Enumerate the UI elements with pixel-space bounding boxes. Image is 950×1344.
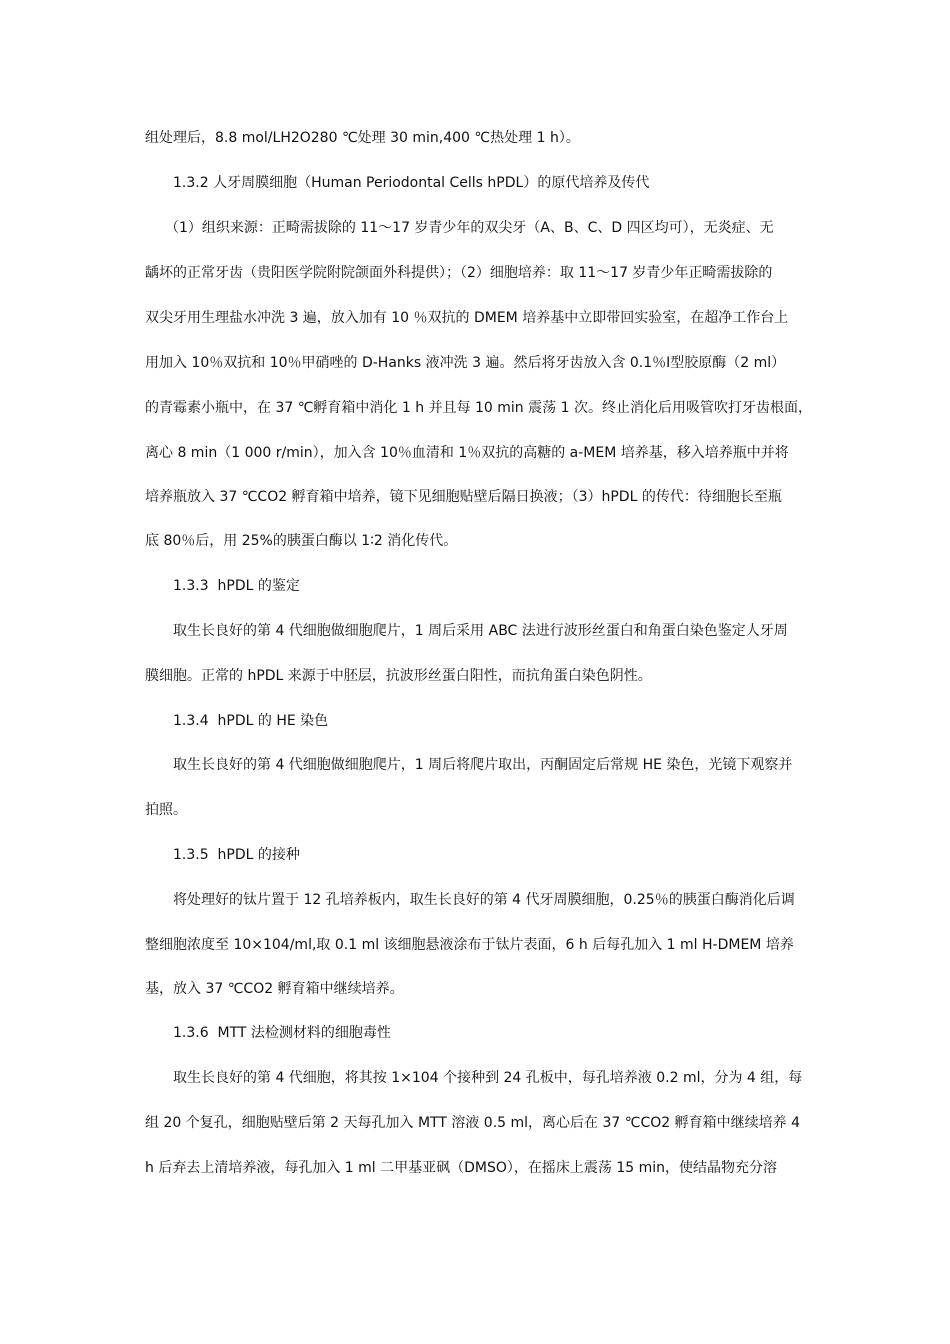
- text-line: 取生长良好的第 4 代细胞做细胞爬片，1 周后将爬片取出，丙酮固定后常规 HE 染色，光镜下观察并: [173, 757, 793, 773]
- text-line: 将处理好的钛片置于 12 孔培养板内，取生长良好的第 4 代牙周膜细胞，0.25％的胰蛋白酶消化后调: [173, 892, 795, 908]
- text-line: 培养瓶放入 37 ℃CO2 孵育箱中培养，镜下见细胞贴壁后隔日换液；（3）hPDL 的传代：待细胞长至瓶: [145, 489, 782, 505]
- section-heading-1-3-2: 1.3.2 人牙周膜细胞（Human Periodontal Cells hPDL）的原代培养及传代: [173, 175, 650, 191]
- text-line: 组处理后，8.8 mol/LH2O280 ℃处理 30 min,400 ℃热处理 1 h）。: [145, 130, 580, 146]
- text-line: 取生长良好的第 4 代细胞，将其按 1×104 个接种到 24 孔板中，每孔培养液 0.2 ml，分为 4 组，每: [173, 1070, 803, 1086]
- section-heading-1-3-4: 1.3.4 hPDL 的 HE 染色: [173, 713, 329, 729]
- text-line: 膜细胞。正常的 hPDL 来源于中胚层，抗波形丝蛋白阳性，而抗角蛋白染色阴性。: [145, 668, 652, 684]
- text-line: 整细胞浓度至 10×104/ml,取 0.1 ml 该细胞悬液涂布于钛片表面，6 h 后每孔加入 1 ml H-DMEM 培养: [145, 937, 794, 953]
- section-heading-1-3-5: 1.3.5 hPDL 的接种: [173, 847, 300, 863]
- text-line: 龋坏的正常牙齿（贵阳医学院附院颌面外科提供）；（2）细胞培养：取 11～17 岁青少年正畸需拔除的: [145, 265, 773, 281]
- text-line: 基，放入 37 ℃CO2 孵育箱中继续培养。: [145, 981, 404, 997]
- section-heading-1-3-6: 1.3.6 MTT 法检测材料的细胞毒性: [173, 1025, 391, 1041]
- text-line: 组 20 个复孔，细胞贴壁后第 2 天每孔加入 MTT 溶液 0.5 ml，离心后在 37 ℃CO2 孵育箱中继续培养 4: [145, 1115, 800, 1131]
- text-line: h 后弃去上清培养液，每孔加入 1 ml 二甲基亚砜（DMSO），在摇床上震荡 15 min，使结晶物充分溶: [145, 1160, 777, 1176]
- text-line: 用加入 10％双抗和 10％甲硝唑的 D-Hanks 液冲洗 3 遍。然后将牙齿放入含 0.1％Ⅰ型胶原酶（2 ml）: [145, 355, 786, 371]
- text-line: 取生长良好的第 4 代细胞做细胞爬片，1 周后采用 ABC 法进行波形丝蛋白和角蛋白染色鉴定人牙周: [173, 623, 788, 639]
- text-line: （1）组织来源：正畸需拔除的 11～17 岁青少年的双尖牙（A、B、C、D 四区均可），无炎症、无: [165, 220, 774, 236]
- section-heading-1-3-3: 1.3.3 hPDL 的鉴定: [173, 578, 300, 594]
- text-line: 离心 8 min（1 000 r/min），加入含 10％血清和 1％双抗的高糖的 a-MEM 培养基，移入培养瓶中并将: [145, 445, 789, 461]
- text-line: 双尖牙用生理盐水冲洗 3 遍，放入加有 10 ％双抗的 DMEM 培养基中立即带回实验室，在超净工作台上: [145, 310, 789, 326]
- text-line: 的青霉素小瓶中，在 37 ℃孵育箱中消化 1 h 并且每 10 min 震荡 1 次。终止消化后用吸管吹打牙齿根面，: [145, 400, 812, 416]
- text-line: 拍照。: [145, 802, 187, 818]
- text-line: 底 80％后，用 25%的胰蛋白酶以 1∶2 消化传代。: [145, 533, 458, 549]
